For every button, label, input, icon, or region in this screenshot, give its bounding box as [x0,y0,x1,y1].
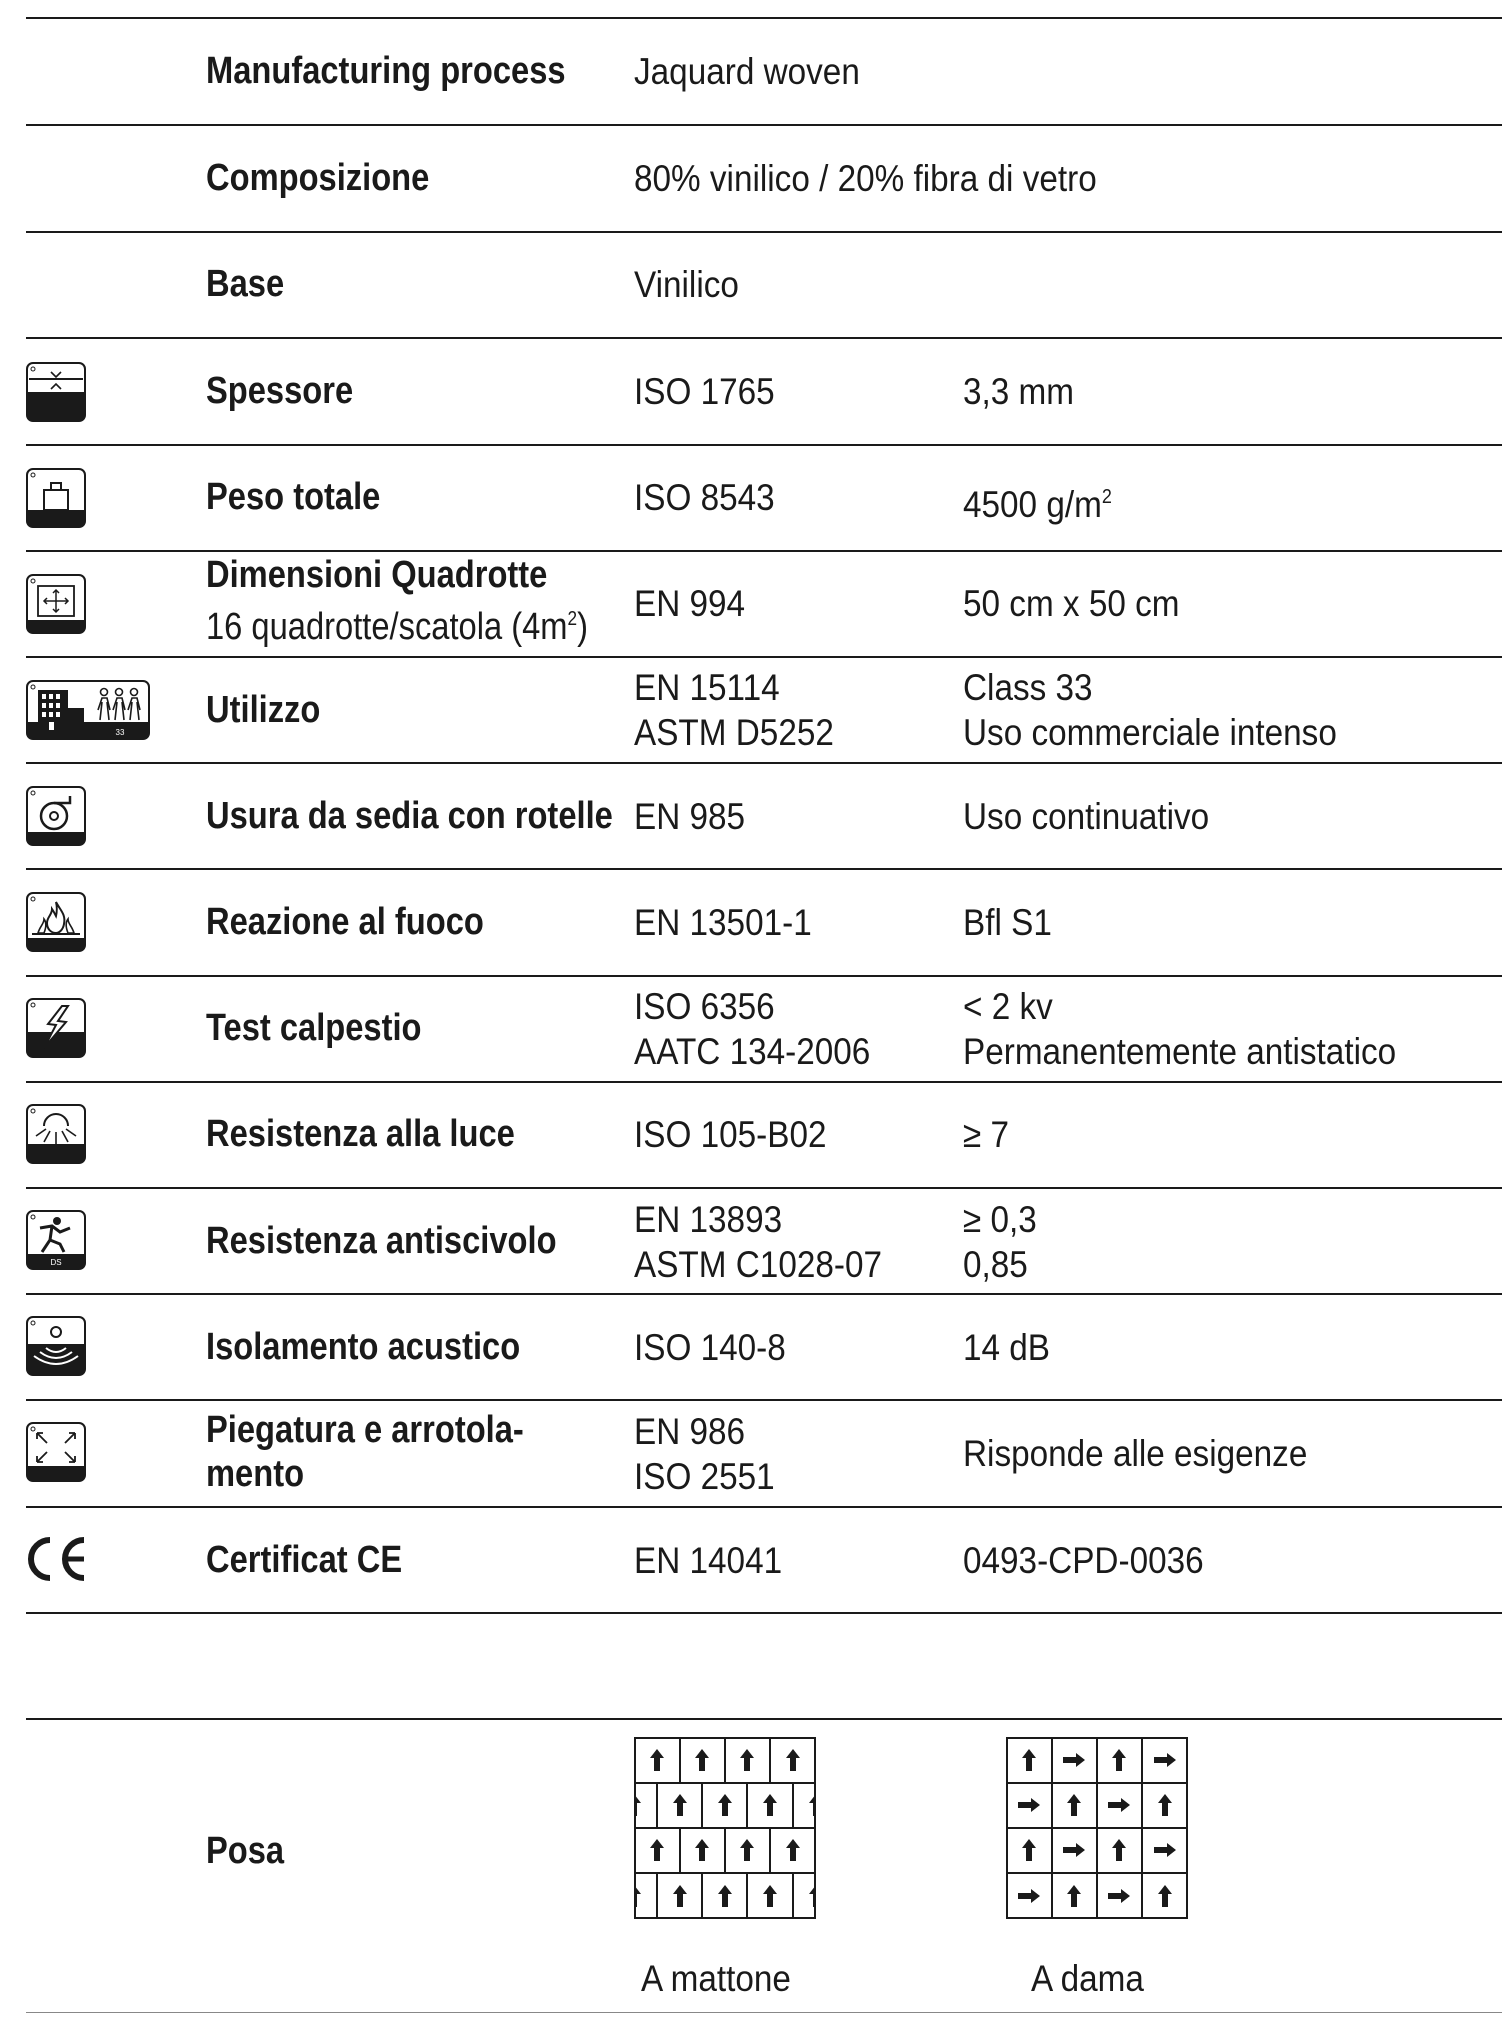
row-norm: ISO 1765 [634,371,775,412]
row-label: Composizione [206,157,430,199]
value-line: ≥ 0,3 [963,1199,1037,1240]
row-norm [634,1409,775,1499]
light-fastness-icon [26,1104,86,1164]
row-value: 14 dB [963,1327,1051,1368]
value-text: 4500 g/m [963,484,1102,525]
pattern-caption: A mattone [641,1958,791,1999]
rule [26,337,1502,339]
row-label: Utilizzo [206,689,321,731]
row-value: 50 cm x 50 cm [963,583,1180,624]
norm-line: ISO 6356 [634,986,775,1027]
row-label: Spessore [206,370,354,412]
norm-line: ISO 2551 [634,1456,775,1497]
row-label: Base [206,263,285,305]
row-norm: ISO 8543 [634,477,775,518]
rule [26,656,1502,658]
row-label [206,1408,524,1496]
row-label: Usura da sedia con rotelle [206,795,613,837]
row-value: Jaquard woven [634,51,860,92]
row-value [963,984,1396,1074]
row-norm [634,984,870,1074]
weight-icon [26,468,86,528]
rule [26,1506,1502,1508]
rule [26,1081,1502,1083]
sublabel-superscript: 2 [567,608,578,630]
usage-class-text: 33 [115,728,125,737]
row-value [963,475,1112,527]
row-value: Bfl S1 [963,902,1052,943]
label-line: mento [206,1453,305,1495]
norm-line: EN 986 [634,1411,746,1452]
row-norm: ISO 140-8 [634,1327,786,1368]
row-norm: EN 994 [634,583,746,624]
row-label: Peso totale [206,476,381,518]
usage-class-icon [26,680,150,740]
value-superscript: 2 [1101,486,1112,508]
sublabel-end: ) [577,606,588,648]
rule [26,17,1502,19]
rule [26,231,1502,233]
acoustic-icon [26,1316,86,1376]
checkerboard-pattern-icon [1006,1737,1188,1919]
row-value: Risponde alle esigenze [963,1433,1308,1474]
rule [26,762,1502,764]
pattern-caption: A dama [1031,1958,1144,1999]
row-label [206,553,588,649]
slip-resistance-icon [26,1210,86,1270]
value-line: 0,85 [963,1244,1028,1285]
ce-mark-text: CE [26,1536,28,1537]
row-norm: EN 14041 [634,1540,783,1581]
rule [26,550,1502,552]
norm-line: EN 15114 [634,667,780,708]
label-text: Dimensioni Quadrotte [206,554,548,596]
antistatic-icon [26,998,86,1058]
rule [26,2012,1502,2013]
row-value [963,1197,1037,1287]
label-line: Piegatura e arrotola- [206,1409,524,1451]
row-value: Uso continuativo [963,796,1210,837]
slip-class-text: DS [50,1258,62,1267]
row-label: Test calpestio [206,1007,422,1049]
rule [26,1612,1502,1614]
row-norm: EN 985 [634,796,746,837]
rule [26,868,1502,870]
norm-line: ASTM D5252 [634,712,834,753]
row-label: Manufacturing process [206,50,566,92]
dimensional-stability-icon [26,1422,86,1482]
rule [26,975,1502,977]
castor-chair-icon [26,786,86,846]
row-label: Reazione al fuoco [206,901,484,943]
brick-pattern-icon [634,1737,816,1919]
row-norm [634,665,834,755]
sublabel-text: 16 quadrotte/scatola (4m [206,606,568,648]
norm-line: AATC 134-2006 [634,1031,871,1072]
row-value [963,665,1337,755]
rule [26,1293,1502,1295]
norm-line: EN 13893 [634,1199,783,1240]
row-value: ≥ 7 [963,1114,1010,1155]
value-line: Class 33 [963,667,1093,708]
dimensions-icon [26,574,86,634]
row-label: Isolamento acustico [206,1326,521,1368]
row-value: 0493-CPD-0036 [963,1540,1204,1581]
posa-label: Posa [206,1830,285,1872]
rule [26,1399,1502,1401]
norm-line: ASTM C1028-07 [634,1244,883,1285]
row-value: 80% vinilico / 20% fibra di vetro [634,158,1097,199]
row-label: Certificat CE [206,1539,403,1581]
rule [26,444,1502,446]
rule [26,124,1502,126]
rule [26,1187,1502,1189]
value-line: Uso commerciale intenso [963,712,1337,753]
row-label: Resistenza alla luce [206,1113,515,1155]
thickness-icon [26,362,86,422]
rule [26,1718,1502,1720]
value-line: Permanentemente antistatico [963,1031,1397,1072]
row-norm: EN 13501-1 [634,902,812,943]
row-norm [634,1197,882,1287]
fire-icon [26,892,86,952]
value-line: < 2 kv [963,986,1053,1027]
row-norm: ISO 105-B02 [634,1114,827,1155]
row-label: Resistenza antiscivolo [206,1220,557,1262]
row-value: 3,3 mm [963,371,1075,412]
sublabel [206,597,588,649]
row-value: Vinilico [634,264,739,305]
ce-mark-icon [26,1536,88,1582]
